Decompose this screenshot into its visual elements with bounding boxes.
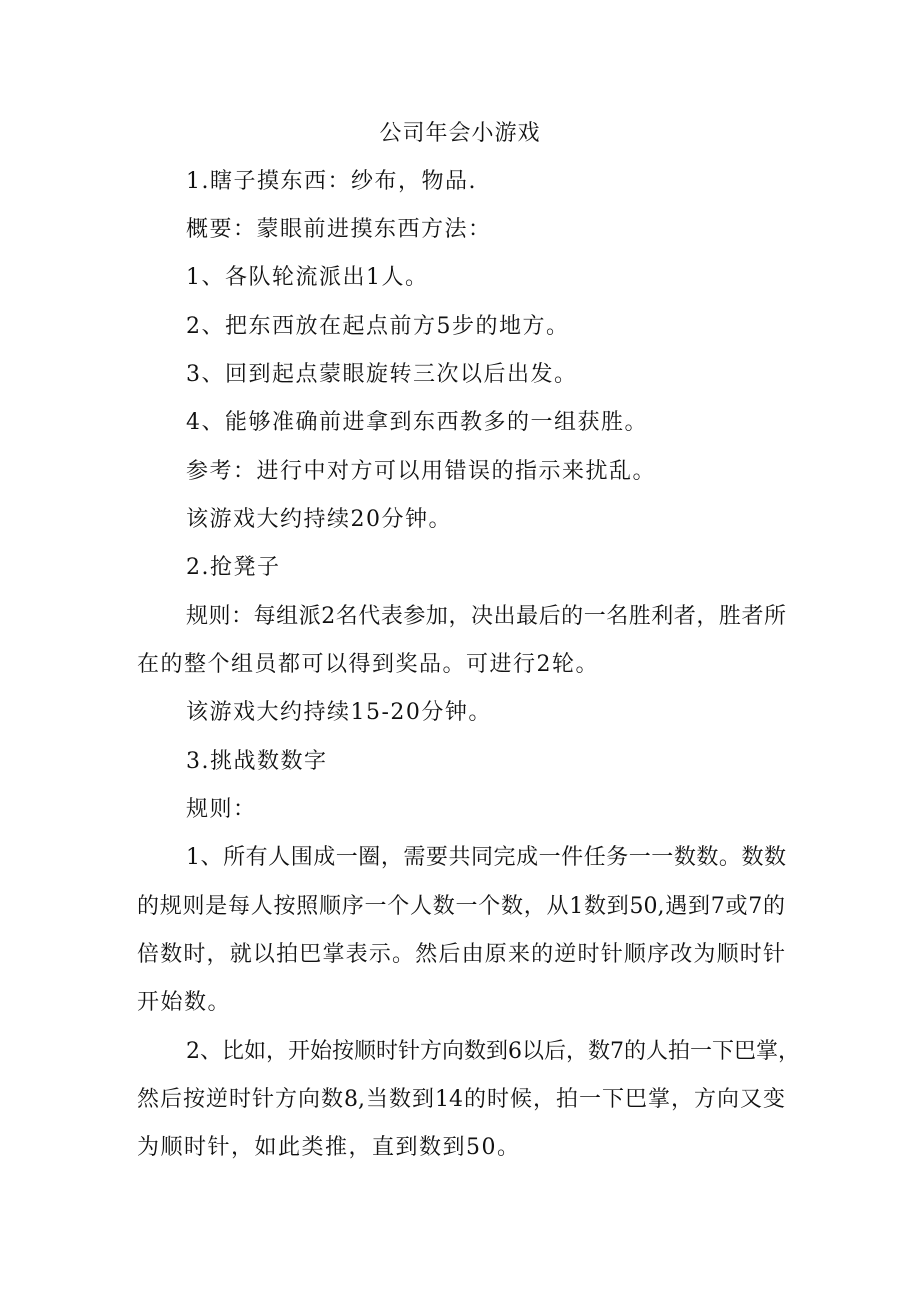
game3-heading: 3.挑战数数字: [186, 749, 328, 774]
game1-reference: 参考：进行中对方可以用错误的指示来扰乱。: [186, 459, 657, 484]
game1-overview: 概要：蒙眼前进摸东西方法：: [186, 217, 492, 242]
game2-rule-line-1: 规则：每组派2名代表参加，决出最后的一名胜利者，胜者所: [186, 604, 786, 629]
game3-rule-label: 规则：: [186, 797, 257, 822]
game1-heading: 1.瞎子摸东西：纱布，物品.: [186, 169, 477, 194]
game1-step-3: 3、回到起点蒙眼旋转三次以后出发。: [186, 362, 578, 387]
game3-rule1-line-4: 开始数。: [137, 990, 232, 1015]
game1-step-2: 2、把东西放在起点前方5步的地方。: [186, 314, 570, 339]
game1-duration: 该游戏大约持续20分钟。: [186, 507, 452, 532]
game2-duration: 该游戏大约持续15-20分钟。: [186, 700, 492, 725]
game3-rule1-line-1: 1、所有人围成一圈，需要共同完成一件任务一一数数。数数: [186, 845, 786, 870]
game2-rule-line-2: 在的整个组员都可以得到奖品。可进行2轮。: [137, 652, 599, 677]
game3-rule2-line-3: 为顺时针，如此类推，直到数到50。: [137, 1135, 521, 1160]
game3-rule2-line-2: 然后按逆时针方向数8,当数到14的时候，拍一下巴掌，方向又变: [137, 1087, 785, 1112]
game1-step-1: 1、各队轮流派出1人。: [186, 265, 429, 290]
document-title: 公司年会小游戏: [379, 121, 541, 146]
game3-rule2-line-1: 2、比如，开始按顺时针方向数到6以后，数7的人拍一下巴掌，: [186, 1039, 800, 1064]
game3-rule1-line-3: 倍数时，就以拍巴掌表示。然后由原来的逆时针顺序改为顺时针: [137, 942, 785, 967]
game3-rule1-line-2: 的规则是每人按照顺序一个人数一个数，从1数到50,遇到7或7的: [137, 894, 785, 919]
game2-heading: 2.抢凳子: [186, 555, 281, 580]
game1-step-4: 4、能够准确前进拿到东西教多的一组获胜。: [186, 410, 648, 435]
